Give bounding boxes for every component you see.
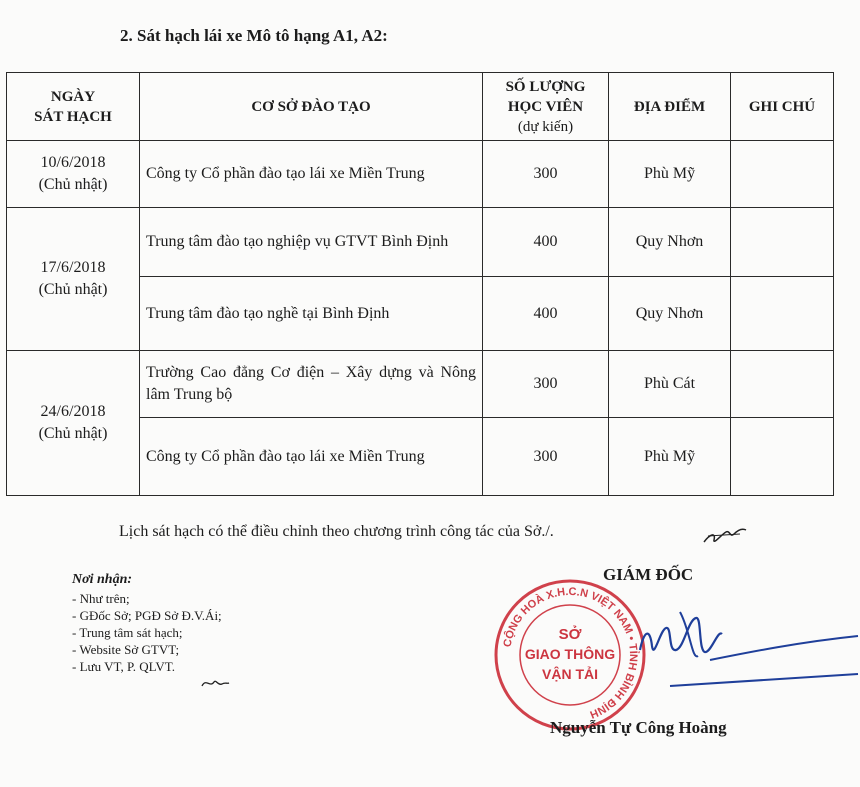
header-students: SỐ LƯỢNG HỌC VIÊN (dự kiến) xyxy=(483,73,609,141)
header-facility: CƠ SỞ ĐÀO TẠO xyxy=(140,73,483,141)
note-cell xyxy=(731,351,834,418)
location-cell: Phù Mỹ xyxy=(609,141,731,208)
facility-cell: Công ty Cổ phần đào tạo lái xe Miền Trung xyxy=(140,141,483,208)
recipient-item: - Như trên; xyxy=(72,591,130,606)
initial-check-icon xyxy=(200,672,230,692)
recipient-item: - Trung tâm sát hạch; xyxy=(72,625,183,640)
exam-schedule-table xyxy=(6,72,834,496)
exam-date-cell: 17/6/2018 (Chủ nhật) xyxy=(7,208,140,351)
recipient-item: - GĐốc Sở; PGĐ Sở Đ.V.Ái; xyxy=(72,608,222,623)
stamp-line: GIAO THÔNG xyxy=(524,646,616,662)
exam-date-cell: 10/6/2018 (Chủ nhật) xyxy=(7,141,140,208)
students-cell: 300 xyxy=(483,351,609,418)
facility-cell: Trường Cao đẳng Cơ điện – Xây dựng và Nông lâm Trung bộ xyxy=(140,351,483,418)
section-title: 2. Sát hạch lái xe Mô tô hạng A1, A2: xyxy=(120,26,388,45)
note-cell xyxy=(731,418,834,496)
header-date: NGÀY SÁT HẠCH xyxy=(7,73,140,141)
signature-icon xyxy=(580,590,860,700)
recipients-title: Nơi nhận: xyxy=(72,572,133,587)
students-cell: 400 xyxy=(483,277,609,351)
note-cell xyxy=(731,208,834,277)
location-cell: Quy Nhơn xyxy=(609,277,731,351)
table-row xyxy=(7,351,834,418)
recipient-item: - Website Sở GTVT; xyxy=(72,642,180,657)
recipients-block xyxy=(72,570,222,675)
signer-name: Nguyễn Tự Công Hoàng xyxy=(550,718,727,737)
stamp-line: VẬN TẢI xyxy=(542,666,598,682)
schedule-adjustment-note: Lịch sát hạch có thể điều chỉnh theo chương trình công tác của Sở./. xyxy=(119,523,554,540)
facility-cell: Công ty Cổ phần đào tạo lái xe Miền Trung xyxy=(140,418,483,496)
location-cell: Phù Cát xyxy=(609,351,731,418)
location-cell: Quy Nhơn xyxy=(609,208,731,277)
signer-title: GIÁM ĐỐC xyxy=(603,565,694,584)
facility-cell: Trung tâm đào tạo nghề tại Bình Định xyxy=(140,277,483,351)
table-row xyxy=(7,141,834,208)
header-location: ĐỊA ĐIỂM xyxy=(609,73,731,141)
table-row xyxy=(7,208,834,277)
location-cell: Phù Mỹ xyxy=(609,418,731,496)
students-cell: 300 xyxy=(483,418,609,496)
facility-cell: Trung tâm đào tạo nghiệp vụ GTVT Bình Định xyxy=(140,208,483,277)
students-cell: 300 xyxy=(483,141,609,208)
note-cell xyxy=(731,277,834,351)
initial-mark-icon xyxy=(700,512,750,552)
stamp-ring-text: CỘNG HOÀ X.H.C.N VIỆT NAM • TỈNH BÌNH ĐỊNH xyxy=(501,585,640,721)
recipient-item: - Lưu VT, P. QLVT. xyxy=(72,659,175,674)
header-row xyxy=(7,73,834,141)
exam-date-cell: 24/6/2018 (Chủ nhật) xyxy=(7,351,140,496)
note-cell xyxy=(731,141,834,208)
stamp-line: SỞ xyxy=(558,626,582,643)
students-cell: 400 xyxy=(483,208,609,277)
header-notes: GHI CHÚ xyxy=(731,73,834,141)
